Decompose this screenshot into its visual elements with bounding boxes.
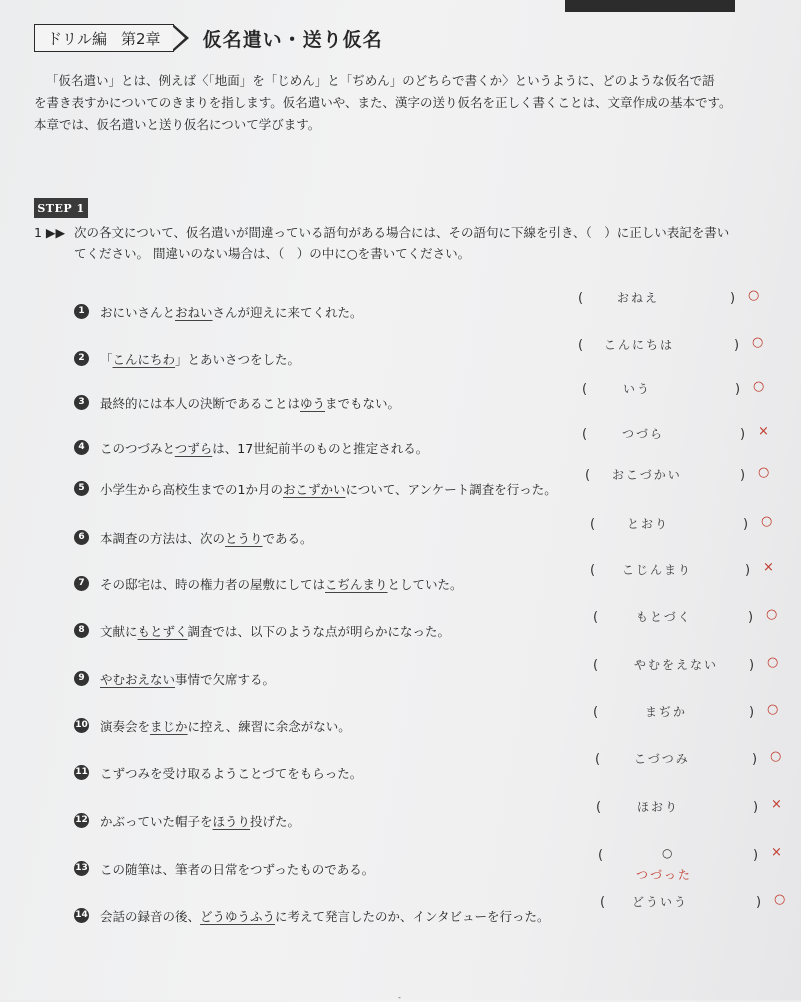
question-text: [100, 350, 300, 368]
correct-mark: ○: [748, 288, 760, 303]
answer-paren-close: ): [735, 382, 741, 397]
question-text-before: おにいさんと: [100, 305, 176, 320]
question-text-before: 演奏会を: [100, 719, 151, 734]
question-number: 8: [74, 623, 89, 638]
handwritten-answer[interactable]: こじんまり: [622, 563, 693, 577]
intro-line: 「仮名遣い」とは、例えば〈「地面」を「じめん」と「ぢめん」のどちらで書くか〉というように、どのような仮名で語: [46, 73, 715, 88]
question-text: [100, 717, 351, 735]
question-row: [74, 749, 782, 786]
drill-label: ドリル編: [47, 29, 108, 48]
question-number: 5: [74, 481, 89, 496]
handwritten-answer[interactable]: こづつみ: [634, 752, 690, 766]
question-row: [74, 465, 774, 502]
handwritten-answer[interactable]: とおり: [627, 517, 670, 531]
question-row: [74, 335, 774, 372]
question-text-after: である。: [262, 531, 313, 546]
answer-paren-close: ): [756, 895, 762, 910]
question-text-before: その邸宅は、時の権力者の屋敷にしては: [100, 577, 326, 592]
question-number: 7: [74, 576, 89, 591]
question-text: [100, 303, 363, 321]
question-row: [74, 892, 786, 929]
chapter-header: [34, 22, 383, 54]
handwritten-answer[interactable]: おねえ: [617, 291, 660, 305]
question-number: 14: [74, 908, 89, 923]
correct-mark: ○: [753, 379, 765, 394]
question-text-after: について、アンケート調査を行った。: [345, 482, 557, 497]
page-top-tab: [565, 0, 735, 12]
correct-mark: ○: [752, 335, 764, 350]
question-text-before: 「: [100, 352, 113, 367]
handwritten-answer[interactable]: まぢか: [645, 705, 688, 719]
incorrect-mark: ×: [771, 797, 782, 812]
question-row: [74, 845, 782, 882]
question-number: 9: [74, 671, 89, 686]
handwritten-answer[interactable]: こんにちは: [604, 338, 675, 352]
question-number: 10: [74, 718, 89, 733]
question-text-after: さんが迎えに来てくれた。: [212, 305, 363, 320]
question-text-after: 投げた。: [250, 814, 301, 829]
chapter-title: 仮名遣い・送り仮名: [202, 28, 383, 51]
answer-paren-open: (: [578, 291, 584, 306]
chapter-label: 第2章: [121, 29, 161, 48]
underlined-term: とうり: [225, 531, 263, 546]
question-number: 4: [74, 440, 89, 455]
question-text-after: までもない。: [325, 396, 401, 411]
underlined-term: ほうり: [212, 814, 251, 829]
underlined-term: おこずかい: [282, 482, 346, 497]
question-text: [100, 812, 300, 830]
answer-paren-open: (: [600, 895, 606, 910]
question-text-before: 小学生から高校生までの1か月の: [100, 482, 283, 497]
underlined-term: やむおえない: [100, 672, 176, 687]
question-text-before: このつづみと: [100, 441, 175, 456]
incorrect-mark: ×: [771, 845, 782, 860]
answer-paren-close: ): [749, 658, 755, 673]
answer-paren-close: ): [748, 610, 754, 625]
handwritten-answer[interactable]: ○: [662, 846, 675, 860]
handwritten-answer[interactable]: ほおり: [637, 800, 680, 814]
correct-mark: ○: [761, 514, 773, 529]
answer-paren-open: (: [593, 658, 599, 673]
answer-paren-close: ): [749, 705, 755, 720]
answer-paren-open: (: [578, 338, 584, 353]
drill-chapter-box: [34, 24, 174, 52]
red-correction: つづった: [636, 868, 692, 882]
question-text-after: 事情で欠席する。: [175, 672, 276, 687]
handwritten-answer[interactable]: おこづかい: [612, 468, 682, 482]
question-text-before: こずつみを受け取るようことづてをもらった。: [100, 766, 363, 781]
instruction-line: てください。 間違いのない場合は、（ ）の中に○を書いてください。: [74, 246, 471, 261]
question-number: 1: [74, 304, 89, 319]
question-text: [100, 622, 450, 640]
underlined-term: つずら: [174, 441, 213, 456]
question-row: [74, 702, 779, 739]
intro-paragraph: [34, 70, 754, 136]
question-number: 11: [74, 765, 89, 780]
correct-mark: ○: [767, 655, 779, 670]
question-text: [100, 439, 428, 457]
question-text-before: かぶっていた帽子を: [100, 814, 213, 829]
answer-paren-close: ): [753, 800, 759, 815]
question-text-before: 本調査の方法は、次の: [100, 531, 226, 546]
answer-paren-close: ): [752, 752, 758, 767]
instruction-line: 次の各文について、仮名遣いが間違っている語句がある場合には、その語句に下線を引き、（ ）に正しい表記を書い: [74, 225, 730, 240]
answer-paren-close: ): [753, 848, 759, 863]
answer-paren-open: (: [593, 610, 599, 625]
question-text: [100, 860, 374, 878]
underlined-term: こんにちわ: [112, 352, 176, 367]
correct-mark: ○: [766, 607, 778, 622]
question-row: [74, 514, 774, 551]
underlined-term: どうゆうふう: [200, 909, 276, 924]
answer-paren-open: (: [596, 800, 602, 815]
question-text: [100, 764, 362, 782]
handwritten-answer[interactable]: やむをえない: [634, 658, 719, 672]
question-text-after: に控え、練習に余念がない。: [187, 719, 351, 734]
question-row: [74, 797, 782, 834]
question-text-after: としていた。: [387, 577, 463, 592]
underlined-term: ゆう: [300, 396, 326, 411]
answer-paren-open: (: [590, 563, 596, 578]
answer-paren-close: ): [740, 427, 746, 442]
question-number: 12: [74, 813, 89, 828]
question-text: [100, 575, 463, 593]
underlined-term: もとずく: [137, 624, 188, 639]
question-group-number: 1 ▶▶: [34, 225, 66, 240]
question-text: [100, 670, 275, 688]
answer-paren-open: (: [593, 705, 599, 720]
handwritten-answer[interactable]: どういう: [632, 895, 689, 909]
question-row: [74, 655, 779, 692]
handwritten-answer[interactable]: いう: [623, 382, 652, 396]
question-text-after: は、17世紀前半のものと推定される。: [212, 441, 429, 456]
answer-paren-close: ): [743, 517, 749, 532]
question-text-before: 会話の録音の後、: [100, 909, 201, 924]
question-number: 2: [74, 351, 89, 366]
handwritten-answer[interactable]: もとづく: [636, 610, 692, 624]
question-number: 6: [74, 530, 89, 545]
incorrect-mark: ×: [758, 424, 769, 439]
question-text: [100, 394, 400, 412]
correct-mark: ○: [770, 749, 782, 764]
underlined-term: こぢんまり: [325, 577, 388, 592]
question-number: 3: [74, 395, 89, 410]
question-text: [100, 480, 557, 498]
instruction: [34, 222, 764, 264]
question-text-before: 最終的には本人の決断であることは: [100, 396, 301, 411]
answer-paren-open: (: [582, 427, 588, 442]
question-row: [74, 288, 774, 325]
step-badge: STEP 1: [34, 198, 88, 218]
page-footer-mark: -: [398, 993, 401, 1002]
intro-line: を書き表すかについてのきまりを指します。仮名遣いや、また、漢字の送り仮名を正しく書くことは、文章作成の基本です。: [34, 95, 732, 110]
answer-paren-close: ): [740, 468, 746, 483]
arrow-right-icon: [173, 24, 189, 52]
answer-paren-close: ): [734, 338, 740, 353]
answer-paren-open: (: [595, 752, 601, 767]
correct-mark: ○: [774, 892, 786, 907]
answer-paren-close: ): [745, 563, 751, 578]
answer-paren-open: (: [585, 468, 591, 483]
question-row: [74, 379, 774, 416]
question-text-after: 調査では、以下のような点が明らかになった。: [187, 624, 451, 639]
answer-paren-close: ): [730, 291, 736, 306]
answer-paren-open: (: [582, 382, 588, 397]
incorrect-mark: ×: [763, 560, 774, 575]
question-text-before: この随筆は、筆者の日常をつずったものである。: [100, 862, 375, 877]
handwritten-answer[interactable]: つづら: [622, 427, 665, 441]
answer-paren-open: (: [598, 848, 604, 863]
answer-paren-open: (: [590, 517, 596, 532]
question-text-before: 文献に: [100, 624, 138, 639]
underlined-term: まじか: [150, 719, 188, 734]
question-row: [74, 607, 778, 644]
intro-line: 本章では、仮名遣いと送り仮名について学びます。: [34, 117, 321, 132]
question-text-after: 」とあいさつをした。: [175, 352, 301, 367]
correct-mark: ○: [767, 702, 779, 717]
underlined-term: おねい: [175, 305, 213, 320]
question-text: [100, 907, 550, 925]
question-text-after: に考えて発言したのか、インタビューを行った。: [275, 909, 550, 924]
question-row: [74, 560, 774, 597]
correct-mark: ○: [758, 465, 770, 480]
question-row: [74, 424, 774, 461]
question-text: [100, 529, 313, 547]
question-number: 13: [74, 861, 89, 876]
